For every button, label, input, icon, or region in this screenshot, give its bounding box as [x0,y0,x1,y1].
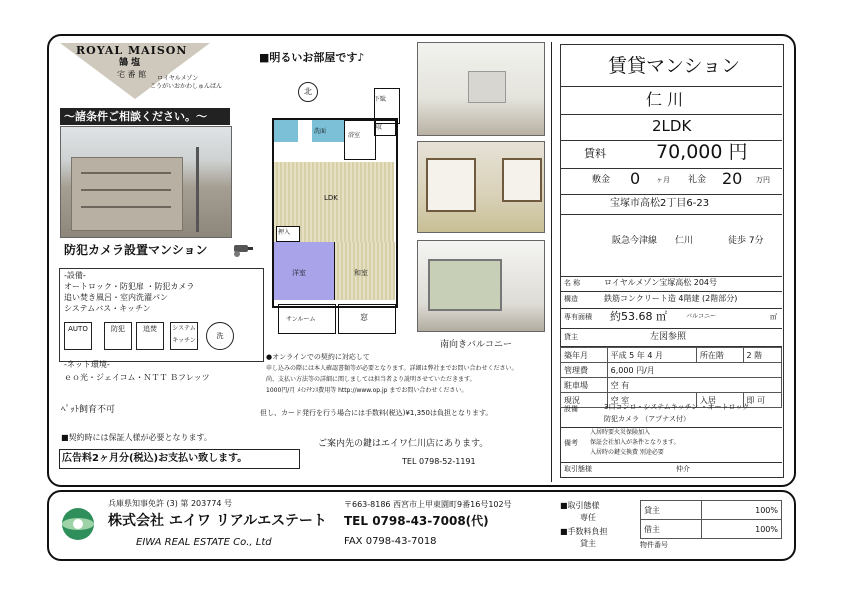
center-divider [551,42,552,482]
feature-icon-kitchen: システムキッチン [170,322,198,350]
spec-structure-label: 構造 [564,295,578,303]
spec-table [560,347,782,408]
fee-table [640,500,782,539]
contact-store: ご案内先の鍵はエイワ仁川店にあります。 [318,439,489,449]
contact-tel: TEL 0798-52-1191 [402,457,476,466]
kitchen-photo [417,42,545,136]
spec-name: ロイヤルメゾン宝塚高松 204号 [604,278,718,287]
camera-mansion-title: 防犯カメラ設置マンション [64,243,208,257]
spec-balcony-label: バルコニー [686,313,717,320]
ldk-label: LDK [324,194,338,202]
deposit-label: 敷金 [592,175,611,185]
address-text: 宝塚市高松2丁目6-23 [610,198,710,209]
feature-icon-reheat: 追焚 [136,322,164,350]
facility-label: 設備 [564,405,578,413]
shoe-box-label: 下駄 [374,96,387,103]
room2-label: 和室 [354,269,368,277]
remarks-label: 備考 [564,439,578,447]
deposit-value: 0 [630,169,641,188]
spec-divider-2 [560,308,782,309]
spec-balcony-unit: ㎡ [770,313,777,321]
closet-label: 押入 [278,229,291,236]
access-station: 仁川 [675,236,694,246]
footer-company-jp: 株式会社 エイワ リアルエステート [108,513,327,529]
feature-line-2: 追い焚き風呂・室内洗濯パン [64,293,168,302]
move-label: 入居 [696,393,743,408]
logo-line3: 宅 番 館 [117,70,147,79]
footer-memo: 物件番号 [640,541,668,549]
pets-note: ﾍﾟｯﾄ飼育不可 [61,405,116,415]
fee-row-label: 借主 [641,520,702,539]
mgmt-value: 6,000 円/月 [607,363,781,378]
deal-value: 仲介 [676,465,690,473]
storage-label: 収 [376,124,383,131]
station-name: 仁 川 [646,90,684,109]
deal-label: 取引態様 [564,465,592,473]
footer-fee-value: 貸主 [580,539,596,548]
note-line-2: 申し込みの際には本人確認書類等が必要となります。詳細は弊社までお問い合わせください。 [266,365,518,372]
footer-address: 〒663-8186 西宮市上甲東園町9番16号102号 [344,500,512,509]
footer-license: 兵庫県知事免許 (3) 第 203774 号 [108,499,233,508]
footer-company-en: EIWA REAL ESTATE Co., Ltd [136,537,272,548]
net-title: -ネット環境- [64,360,110,369]
footer-fee-label: ■手数料負担 [560,527,608,536]
floor-label: 所在階 [696,348,743,363]
consult-text: 〜諸条件ご相談ください。〜 [64,110,207,123]
spec-divider-6 [560,462,782,463]
spec-structure: 鉄筋コンクリート造 4階建 (2階部分) [604,294,738,303]
feature-icon-laundry: 洗 [206,322,234,350]
spec-name-label: 名 称 [564,279,581,287]
rent-value: 70,000 円 [656,141,748,163]
washroom-label: 洗面 [314,128,327,135]
balcony-photo [417,240,545,332]
status-label: 現況 [561,393,608,408]
note-line-3: 尚、支払い方法等の詳細に関しましては担当者より説明させていただきます。 [266,376,476,383]
spec-divider-3 [560,328,782,329]
camera-icon [232,242,254,258]
spec-area: 約53.68 ㎡ [610,310,667,323]
sunroom-label: サンルーム [286,316,316,323]
guarantor-warning: ■契約時には保証人様が必要となります。 [61,433,212,442]
north-marker: 北 [298,82,318,102]
rent-label: 賃料 [584,147,606,160]
footer-tel: TEL 0798-43-7008(代) [344,514,489,528]
note-line-4: 1000円/月 ﾒｲﾝﾃﾅﾝｽ費用等 http://www.op.jp までお問い合わせください。 [266,387,468,394]
bright-room-text: ■明るいお部屋です♪ [259,51,365,64]
facility-value: 3口コンロ・システムキッチン ・オートロック [604,403,750,411]
footer-deal-label: ■取引態様 [560,501,600,510]
spec-landlord-label: 貸主 [564,333,578,341]
features-title: -設備- [64,271,86,280]
parking-label: 駐車場 [561,378,608,393]
floor-value: 2 階 [743,348,781,363]
fee-row [641,501,782,520]
ad-fee-text: 広告料2ヶ月分(税込)お支払い致します。 [62,453,248,464]
key-money-unit: 万円 [756,176,770,184]
deposit-unit: ヶ月 [656,176,670,184]
parking-value: 空 有 [607,378,781,393]
tatami-photo [417,141,545,233]
logo-kana2: こうがいおかわしゅんばん [150,83,223,90]
key-money-value: 20 [722,169,743,188]
spec-area-label: 専有面積 [564,313,592,321]
logo-brand: ROYAL MAISON [76,44,188,57]
mgmt-label: 管理費 [561,363,608,378]
fee-row [641,520,782,539]
footer-fax: FAX 0798-43-7018 [344,536,437,547]
key-money-label: 礼金 [688,175,707,185]
status-value: 空 室 [607,393,696,408]
access-line: 阪急今津線 [612,236,658,246]
company-logo [56,506,100,546]
logo-kana1: ロイヤルメゾン [157,75,199,82]
feature-icon-security: 防犯 [104,322,132,350]
feature-line-1: オートロック・防犯扉 ・防犯カメラ [64,282,195,291]
title-text: 賃貸マンション [608,55,741,77]
built-value: 平成 5 年 4 月 [607,348,696,363]
spec-divider-1 [560,291,782,292]
building-photo [60,126,232,238]
feature-icon-auto: AUTO [64,322,92,350]
card-note: 但し、カード発行を行う場合には手数料(税込)¥1,350は負担となります。 [260,409,493,417]
insurance-value: 防犯カメラ （アプナス付） [604,415,690,423]
spec-divider-5 [560,427,782,428]
extra-2: 保証会社加入が条件となります。 [590,439,680,446]
fee-row-label: 貸主 [641,501,702,520]
bath-label: 浴室 [348,132,361,139]
spec-landlord: 左図参照 [650,332,687,342]
layout-text: 2LDK [652,117,692,135]
built-label: 築年月 [561,348,608,363]
fee-row-value: 100% [702,520,782,539]
south-balcony-caption: 南向きバルコニー [440,340,513,350]
net-value: ｅｏ光・ジェイコム・ＮＴＴ Ｂフレッツ [64,373,210,382]
extra-3: 入居時の鍵交換費 別途必要 [590,449,664,456]
room1-label: 洋室 [292,269,306,277]
logo-line2: 鵠 塩 [119,58,141,68]
feature-line-3: システムバス・キッチン [64,304,151,313]
extra-1: 入居時要火災保険加入 [590,429,651,436]
fee-row-value: 100% [702,501,782,520]
window-label: 窓 [360,313,368,322]
note-line-1: ●オンラインでの契約に対応して [266,353,370,361]
move-value: 即 可 [743,393,781,408]
floor-plan [262,78,412,334]
access-walk: 徒歩 7分 [728,236,764,246]
footer-deal-value: 専任 [580,513,596,522]
